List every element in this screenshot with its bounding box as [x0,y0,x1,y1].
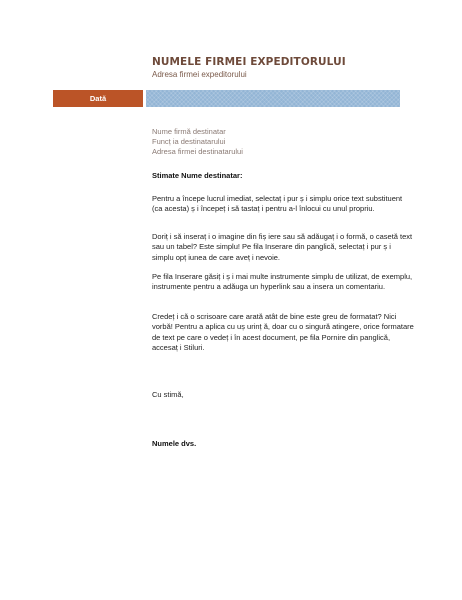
salutation[interactable]: Stimate Nume destinatar: [152,171,243,180]
recipient-address[interactable]: Adresa firmei destinatarului [152,147,243,156]
body-paragraph-4[interactable]: Credeț i că o scrisoare care arată atât de bine este greu de formatat? Nici vorbă! Pentru a aplica cu uș urinț ă, doar cu o singură atingere, orice formatare de text pe care o vedeț i în acest document, pe fila Pornire din panglică, accesaț i Stiluri. [152,312,414,352]
recipient-company[interactable]: Nume firmă destinatar [152,127,226,136]
sender-company-address[interactable]: Adresa firmei expeditorului [152,70,247,79]
sender-company-name[interactable]: NUMELE FIRMEI EXPEDITORULUI [152,56,346,68]
signature-name[interactable]: Numele dvs. [152,439,197,448]
recipient-function[interactable]: Funcț ia destinatarului [152,137,226,146]
closing-line[interactable]: Cu stimă, [152,390,184,399]
body-paragraph-2[interactable]: Doriț i să inseraț i o imagine din fiș iere sau să adăugaț i o formă, o casetă text sau un tabel? Este simplu! Pe fila Inserare din panglică, selectaț i pur ș i simplu opț iunea de care aveț i nevoie. [152,232,413,262]
decorative-blue-band [146,90,400,107]
body-paragraph-3[interactable]: Pe fila Inserare găsiț i ș i mai multe instrumente simplu de utilizat, de exemplu, instrumente pentru a adăuga un hyperlink sau a insera un comentariu. [152,272,413,292]
date-field[interactable]: Dată [89,94,107,103]
date-band [53,90,143,107]
recipient-block [152,127,243,157]
body-paragraph-1[interactable]: Pentru a începe lucrul imediat, selectaț i pur ș i simplu orice text substituent (ca acesta) ș i începeț i să tastaț i pentru a-l înlocui cu unul propriu. [152,194,403,214]
